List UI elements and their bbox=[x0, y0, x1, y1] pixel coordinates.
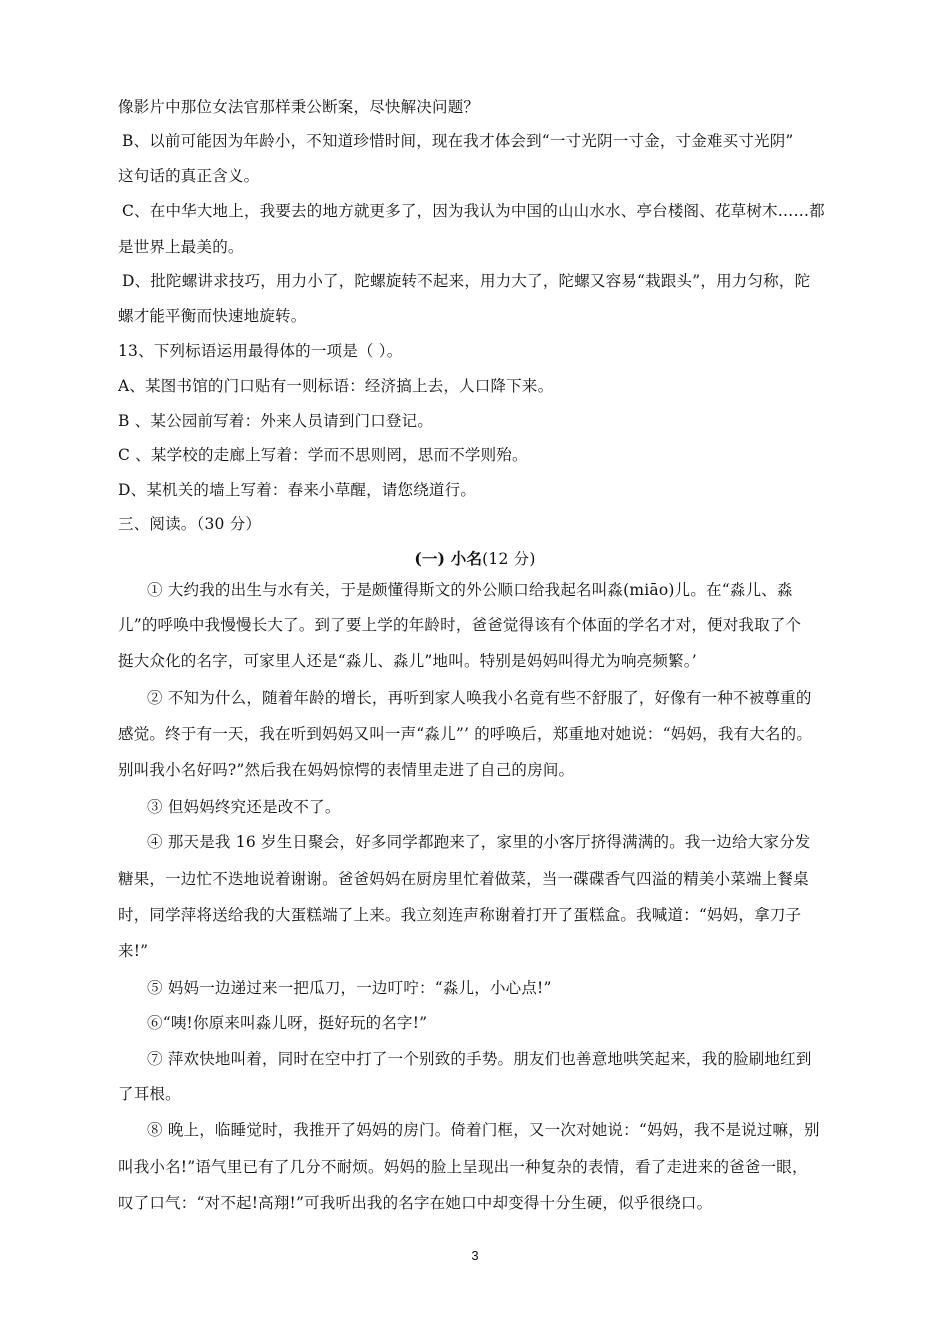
q13-option-d: D、某机关的墙上写着：春来小草醒，请您绕道行。 bbox=[118, 481, 477, 499]
paragraph-6-line: ⑥“咦!你原来叫淼儿呀，挺好玩的名字!” bbox=[147, 1014, 428, 1032]
passage-title-text: (一) 小名 bbox=[414, 549, 483, 568]
paragraph-1-line: ① 大约我的出生与水有关，于是颇懂得斯文的外公顺口给我起名叫淼(miāo)儿。在“淼儿、淼 bbox=[147, 581, 793, 599]
q13-option-c: C 、某学校的走廊上写着：学而不思则罔，思而不学则殆。 bbox=[118, 446, 528, 464]
option-c-line: C、在中华大地上，我要去的地方就更多了，因为我认为中国的山山水水、亭台楼阁、花草树木……都 bbox=[122, 202, 825, 220]
paragraph-1-line: 挺大众化的名字，可家里人还是“淼儿、淼儿”地叫。特别是妈妈叫得尤为响亮频繁。’ bbox=[118, 652, 697, 670]
text-line: 螺才能平衡而快速地旋转。 bbox=[118, 307, 307, 325]
text-line: 是世界上最美的。 bbox=[118, 238, 244, 256]
page-number: 3 bbox=[471, 1248, 479, 1263]
paragraph-5-line: ⑤ 妈妈一边递过来一把瓜刀，一边叮咛：“淼儿，小心点!” bbox=[147, 979, 552, 997]
question-13: 13、下列标语运用最得体的一项是（ ）。 bbox=[118, 342, 403, 360]
paragraph-3-line: ③ 但妈妈终究还是改不了。 bbox=[147, 798, 341, 816]
paragraph-8-line: 叫我小名!”语气里已有了几分不耐烦。妈妈的脸上呈现出一种复杂的表情，看了走进来的爸爸一眼， bbox=[118, 1158, 808, 1176]
paragraph-2-line: 感觉。终于有一天，我在听到妈妈又叫一声“淼儿”’ 的呼唤后，郑重地对她说：“妈妈，我有大名的。 bbox=[118, 725, 813, 743]
option-b-line: B、以前可能因为年龄小，不知道珍惜时间，现在我才体会到“一寸光阴一寸金，寸金难买寸光阴” bbox=[122, 132, 794, 150]
section-heading: 三、阅读。（30 分） bbox=[118, 515, 262, 533]
paragraph-7-line: 了耳根。 bbox=[118, 1085, 181, 1103]
text-line: 像影片中那位女法官那样秉公断案，尽快解决问题？ bbox=[118, 98, 480, 116]
paragraph-2-line: ② 不知为什么，随着年龄的增长，再听到家人唤我小名竟有些不舒服了，好像有一种不被尊重的 bbox=[147, 689, 812, 707]
paragraph-1-line: 儿”的呼唤中我慢慢长大了。到了要上学的年龄时，爸爸觉得该有个体面的学名才对，便对我取了个 bbox=[118, 616, 802, 634]
passage-score: (12 分) bbox=[482, 550, 536, 568]
q13-option-a: A、某图书馆的门口贴有一则标语：经济搞上去，人口降下来。 bbox=[118, 377, 554, 395]
paragraph-4-line: 来!” bbox=[118, 942, 149, 960]
paragraph-7-line: ⑦ 萍欢快地叫着，同时在空中打了一个别致的手势。朋友们也善意地哄笑起来，我的脸刷地红到 bbox=[147, 1050, 812, 1068]
paragraph-4-line: ④ 那天是我 16 岁生日聚会，好多同学都跑来了，家里的小客厅挤得满满的。我一边给大家分发 bbox=[147, 833, 811, 851]
paragraph-2-line: 别叫我小名好吗?”然后我在妈妈惊愕的表情里走进了自己的房间。 bbox=[118, 761, 575, 779]
option-d-line: D、批陀螺讲求技巧，用力小了，陀螺旋转不起来，用力大了，陀螺又容易“栽跟头”，用力匀称，陀 bbox=[122, 272, 811, 290]
text-line: 这句话的真正含义。 bbox=[118, 167, 260, 185]
paragraph-8-line: 叹了口气：“对不起!高翔!”可我听出我的名字在她口中却变得十分生硬，似乎很绕口。 bbox=[118, 1194, 713, 1212]
passage-title bbox=[0, 549, 950, 569]
paragraph-8-line: ⑧ 晚上，临睡觉时，我推开了妈妈的房门。倚着门框，又一次对她说：“妈妈，我不是说过嘛，别 bbox=[147, 1121, 820, 1139]
q13-option-b: B 、某公园前写着：外来人员请到门口登记。 bbox=[118, 412, 434, 430]
paragraph-4-line: 时，同学萍将送给我的大蛋糕端了上来。我立刻连声称谢着打开了蛋糕盒。我喊道：“妈妈，拿刀子 bbox=[118, 906, 802, 924]
paragraph-4-line: 糖果，一边忙不迭地说着谢谢。爸爸妈妈在厨房里忙着做菜，当一碟碟香气四溢的精美小菜端上餐桌 bbox=[118, 870, 809, 888]
